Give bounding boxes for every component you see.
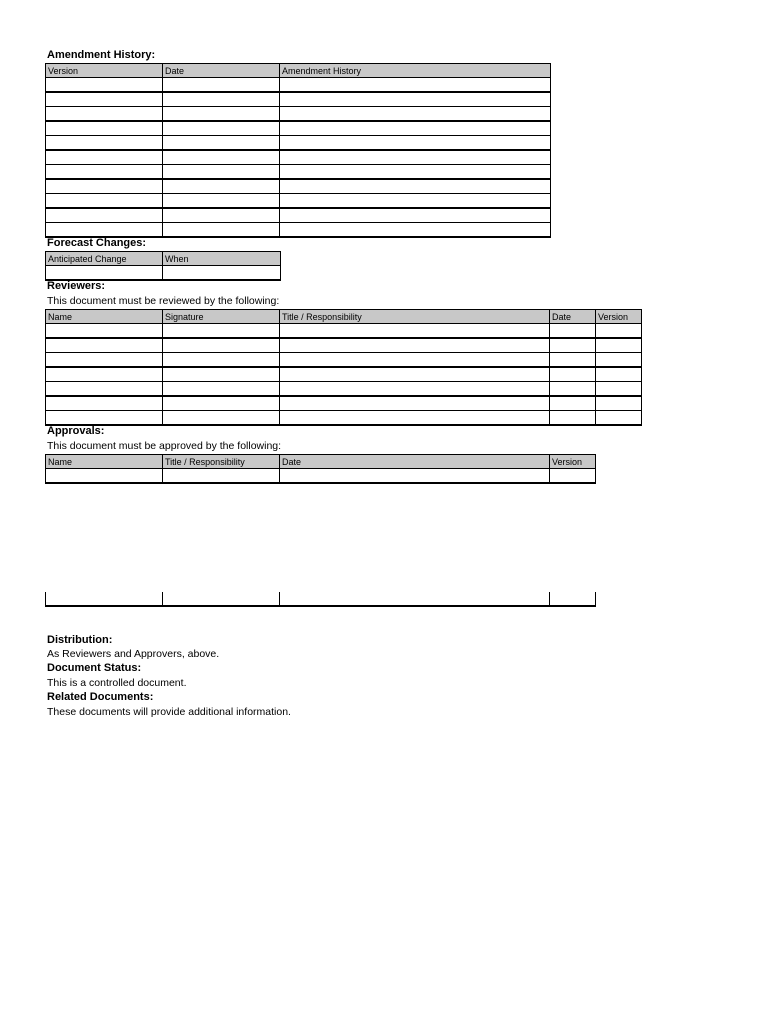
- table-cell[interactable]: [163, 338, 280, 353]
- table-cell[interactable]: [550, 396, 596, 411]
- table-row[interactable]: [46, 150, 551, 165]
- table-cell[interactable]: [280, 179, 551, 194]
- column-header-date: Date: [280, 455, 550, 469]
- table-cell[interactable]: [46, 338, 163, 353]
- table-cell[interactable]: [596, 396, 642, 411]
- table-cell[interactable]: [280, 353, 550, 368]
- column-header-version: Version: [46, 64, 163, 78]
- table-cell[interactable]: [550, 382, 596, 397]
- table-cell[interactable]: [550, 353, 596, 368]
- table-cell[interactable]: [46, 179, 163, 194]
- column-header-date: Date: [550, 310, 596, 324]
- table-cell[interactable]: [280, 411, 550, 426]
- table-cell[interactable]: [280, 92, 551, 107]
- column-header-date: Date: [163, 64, 280, 78]
- table-cell[interactable]: [46, 150, 163, 165]
- table-row[interactable]: [46, 324, 642, 339]
- table-cell[interactable]: [163, 411, 280, 426]
- table-cell[interactable]: [550, 411, 596, 426]
- table-cell[interactable]: [596, 324, 642, 339]
- table-cell[interactable]: [280, 338, 550, 353]
- table-cell[interactable]: [46, 469, 163, 484]
- table-cell[interactable]: [46, 107, 163, 122]
- table-cell[interactable]: [163, 92, 280, 107]
- table-cell[interactable]: [550, 469, 596, 484]
- table-row[interactable]: [46, 266, 281, 281]
- table-cell[interactable]: [596, 382, 642, 397]
- table-cell[interactable]: [46, 208, 163, 223]
- document-status-heading: Document Status:: [47, 662, 142, 674]
- table-row[interactable]: [46, 165, 551, 180]
- reviewers-table: [45, 309, 642, 426]
- table-cell[interactable]: [163, 179, 280, 194]
- table-cell[interactable]: [46, 78, 163, 93]
- table-cell[interactable]: [46, 411, 163, 426]
- table-cell[interactable]: [46, 266, 163, 281]
- column-header-version: Version: [550, 455, 596, 469]
- table-row[interactable]: [46, 353, 642, 368]
- table-header-row: [46, 310, 642, 324]
- table-cell[interactable]: [280, 396, 550, 411]
- table-cell[interactable]: [46, 136, 163, 151]
- table-row[interactable]: [46, 396, 642, 411]
- table-row[interactable]: [46, 194, 551, 209]
- related-documents-heading: Related Documents:: [47, 691, 154, 703]
- table-cell[interactable]: [596, 353, 642, 368]
- approvals-heading: Approvals:: [47, 425, 105, 437]
- forecast-changes-table: [45, 251, 281, 281]
- table-cell[interactable]: [46, 396, 163, 411]
- table-row[interactable]: [46, 223, 551, 238]
- table-cell[interactable]: [280, 107, 551, 122]
- table-header-row: [46, 64, 551, 78]
- table-cell[interactable]: [280, 223, 551, 238]
- approvals-continuation-border: [595, 592, 596, 606]
- table-row[interactable]: [46, 136, 551, 151]
- table-row[interactable]: [46, 78, 551, 93]
- reviewers-intro: This document must be reviewed by the following:: [47, 295, 280, 307]
- document-status-text: This is a controlled document.: [47, 677, 187, 689]
- table-row[interactable]: [46, 338, 642, 353]
- table-cell[interactable]: [46, 353, 163, 368]
- table-cell[interactable]: [163, 208, 280, 223]
- table-cell[interactable]: [46, 92, 163, 107]
- table-row[interactable]: [46, 469, 596, 484]
- table-cell[interactable]: [596, 367, 642, 382]
- table-row[interactable]: [46, 92, 551, 107]
- approvals-intro: This document must be approved by the following:: [47, 440, 282, 452]
- column-header-name: Name: [46, 455, 163, 469]
- table-cell[interactable]: [280, 469, 550, 484]
- column-header-when: When: [163, 252, 281, 266]
- column-header-title-responsibility: Title / Responsibility: [280, 310, 550, 324]
- table-cell[interactable]: [46, 223, 163, 238]
- related-documents-text: These documents will provide additional information.: [47, 706, 291, 718]
- table-cell[interactable]: [163, 396, 280, 411]
- reviewers-heading: Reviewers:: [47, 280, 106, 292]
- table-cell[interactable]: [163, 382, 280, 397]
- approvals-continuation-border: [549, 592, 550, 606]
- distribution-text: As Reviewers and Approvers, above.: [47, 648, 220, 660]
- table-cell[interactable]: [550, 324, 596, 339]
- forecast-changes-heading: Forecast Changes:: [47, 237, 147, 249]
- table-row[interactable]: [46, 208, 551, 223]
- column-header-title-responsibility: Title / Responsibility: [163, 455, 280, 469]
- table-cell[interactable]: [280, 121, 551, 136]
- table-cell[interactable]: [163, 469, 280, 484]
- column-header-name: Name: [46, 310, 163, 324]
- table-row[interactable]: [46, 382, 642, 397]
- table-header-row: [46, 252, 281, 266]
- table-cell[interactable]: [280, 382, 550, 397]
- table-cell[interactable]: [46, 367, 163, 382]
- table-cell[interactable]: [596, 411, 642, 426]
- table-row[interactable]: [46, 367, 642, 382]
- distribution-heading: Distribution:: [47, 634, 113, 646]
- table-cell[interactable]: [280, 208, 551, 223]
- approvals-continuation-border: [45, 592, 46, 606]
- approvals-continuation-bottom: [45, 605, 596, 607]
- column-header-signature: Signature: [163, 310, 280, 324]
- table-cell[interactable]: [280, 324, 550, 339]
- table-cell[interactable]: [46, 194, 163, 209]
- table-row[interactable]: [46, 179, 551, 194]
- approvals-continuation-border: [162, 592, 163, 606]
- column-header-amendment-history: Amendment History: [280, 64, 551, 78]
- table-cell[interactable]: [596, 338, 642, 353]
- table-cell[interactable]: [163, 107, 280, 122]
- table-row[interactable]: [46, 411, 642, 426]
- table-cell[interactable]: [163, 136, 280, 151]
- table-cell[interactable]: [163, 78, 280, 93]
- table-cell[interactable]: [163, 353, 280, 368]
- table-cell[interactable]: [280, 367, 550, 382]
- table-row[interactable]: [46, 121, 551, 136]
- table-cell[interactable]: [163, 266, 281, 281]
- table-cell[interactable]: [550, 338, 596, 353]
- table-cell[interactable]: [163, 324, 280, 339]
- column-header-anticipated-change: Anticipated Change: [46, 252, 163, 266]
- table-cell[interactable]: [163, 165, 280, 180]
- table-row[interactable]: [46, 107, 551, 122]
- column-header-version: Version: [596, 310, 642, 324]
- table-cell[interactable]: [550, 367, 596, 382]
- approvals-table: [45, 454, 596, 484]
- table-cell[interactable]: [163, 223, 280, 238]
- amendment-history-table: [45, 63, 551, 238]
- table-cell[interactable]: [46, 165, 163, 180]
- table-cell[interactable]: [280, 194, 551, 209]
- approvals-continuation-border: [279, 592, 280, 606]
- table-header-row: [46, 455, 596, 469]
- table-cell[interactable]: [280, 136, 551, 151]
- table-cell[interactable]: [163, 121, 280, 136]
- table-cell[interactable]: [280, 165, 551, 180]
- table-cell[interactable]: [280, 150, 551, 165]
- table-cell[interactable]: [163, 194, 280, 209]
- table-cell[interactable]: [46, 382, 163, 397]
- table-cell[interactable]: [163, 150, 280, 165]
- table-cell[interactable]: [46, 324, 163, 339]
- table-cell[interactable]: [280, 78, 551, 93]
- amendment-history-heading: Amendment History:: [47, 49, 156, 61]
- table-cell[interactable]: [46, 121, 163, 136]
- table-cell[interactable]: [163, 367, 280, 382]
